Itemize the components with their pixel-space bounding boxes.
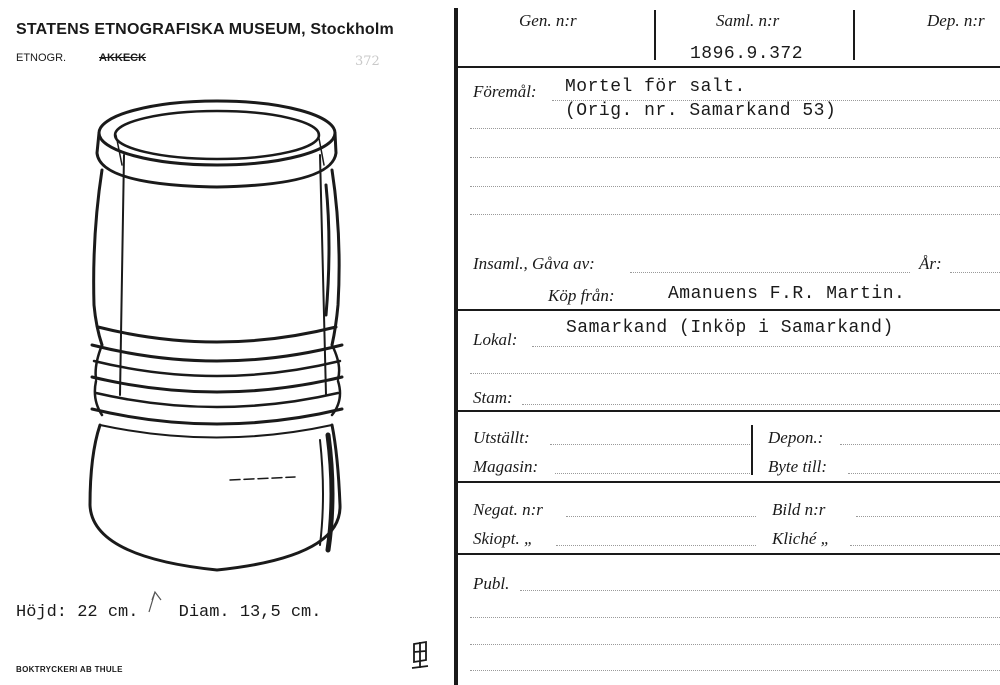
bild-label: Bild n:r	[772, 500, 826, 519]
dotted-line	[470, 128, 1000, 129]
dotted-line	[840, 444, 1000, 445]
dotted-line	[470, 373, 1000, 374]
dotted-line	[470, 214, 1000, 215]
dotted-line	[550, 444, 750, 445]
dep-nr-label: Dep. n:r	[927, 11, 985, 30]
saml-nr-label: Saml. n:r	[716, 11, 780, 30]
measurements	[16, 603, 351, 622]
dotted-line	[555, 473, 750, 474]
rule	[456, 66, 1000, 68]
museum-title: STATENS ETNOGRAFISKA MUSEUM, Stockholm	[16, 21, 394, 38]
dotted-line	[566, 516, 756, 517]
magasin-label: Magasin:	[473, 457, 539, 476]
foremal-line2: (Orig. nr. Samarkand 53)	[565, 101, 837, 121]
height-measurement: Höjd: 22 cm.	[16, 603, 139, 622]
insaml-label: Insaml., Gåva av:	[473, 254, 595, 273]
publ-label: Publ.	[473, 574, 510, 593]
header-divider	[654, 10, 656, 60]
dotted-line	[630, 272, 910, 273]
kliche-label: Kliché „	[772, 529, 831, 548]
dotted-line	[470, 644, 1000, 645]
ar-label: År:	[919, 254, 942, 273]
dotted-line	[470, 157, 1000, 158]
depon-label: Depon.:	[768, 428, 824, 447]
etnogr-label: ETNOGR.	[16, 52, 67, 64]
foremal-line1: Mortel för salt.	[565, 77, 746, 97]
dotted-line	[850, 545, 1000, 546]
mortar-drawing-icon	[80, 95, 350, 580]
dotted-line	[556, 545, 756, 546]
faint-pencil-mark: 372	[355, 54, 380, 69]
rule	[456, 309, 1000, 311]
diameter-measurement: Diam. 13,5 cm.	[178, 603, 322, 622]
utstallt-label: Utställt:	[473, 428, 530, 447]
skiopt-label: Skiopt. „	[473, 529, 534, 548]
dotted-line	[470, 670, 1000, 671]
foremal-label: Föremål:	[473, 82, 537, 101]
dotted-line	[522, 404, 1000, 405]
dotted-line	[552, 100, 1000, 101]
panel-divider	[454, 8, 458, 685]
saml-nr-value: 1896.9.372	[690, 44, 804, 64]
dotted-line	[470, 186, 1000, 187]
rule	[456, 481, 1000, 483]
stam-label: Stam:	[473, 388, 513, 407]
lokal-value: Samarkand (Inköp i Samarkand)	[566, 318, 894, 338]
dotted-line	[532, 346, 1000, 347]
gen-nr-label: Gen. n:r	[519, 11, 577, 30]
printer-imprint: BOKTRYCKERI AB THULE	[16, 665, 123, 674]
dotted-line	[848, 473, 1000, 474]
header-divider	[853, 10, 855, 60]
byte-till-label: Byte till:	[768, 457, 828, 476]
dotted-line	[856, 516, 1000, 517]
pencil-arrow-icon	[145, 588, 167, 614]
kop-fran-label: Köp från:	[548, 286, 615, 305]
kop-fran-value: Amanuens F.R. Martin.	[668, 284, 906, 304]
lokal-label: Lokal:	[473, 330, 518, 349]
dotted-line	[470, 617, 1000, 618]
rule	[456, 410, 1000, 412]
rule	[456, 553, 1000, 555]
negat-label: Negat. n:r	[473, 500, 543, 519]
struck-label: AKKECK	[99, 52, 147, 64]
initials-monogram-icon	[408, 638, 434, 672]
storage-divider	[751, 425, 753, 475]
dotted-line	[950, 272, 1000, 273]
dotted-line	[520, 590, 1000, 591]
